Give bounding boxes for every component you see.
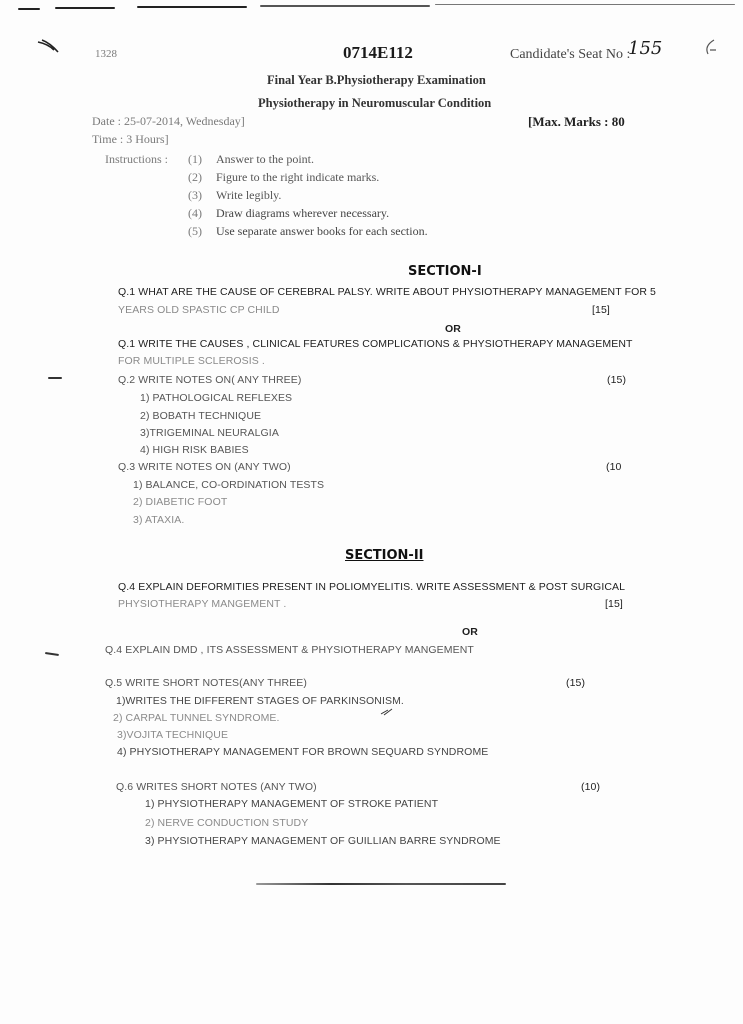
instruction-item: Write legibly.: [216, 188, 282, 202]
marks-q1a: [15]: [592, 304, 610, 316]
exam-date: Date : 25-07-2014, Wednesday]: [92, 114, 245, 128]
question-6: Q.6 WRITES SHORT NOTES (ANY TWO): [116, 781, 317, 793]
section-2-title: SECTION-II: [345, 548, 424, 563]
question-5-item: 2) CARPAL TUNNEL SYNDROME.: [113, 712, 280, 724]
or-divider: OR: [445, 323, 461, 335]
instructions-label: Instructions :: [105, 152, 168, 166]
question-1b: Q.1 WRITE THE CAUSES , CLINICAL FEATURES COMPLICATIONS & PHYSIOTHERAPY MANAGEMENT: [118, 338, 633, 350]
question-3-item: 2) DIABETIC FOOT: [133, 496, 228, 508]
exam-title: Final Year B.Physiotherapy Examination: [267, 73, 486, 87]
question-5-item: 3)VOJITA TECHNIQUE: [117, 729, 229, 741]
question-2: Q.2 WRITE NOTES ON( ANY THREE): [118, 374, 302, 386]
marks-q2: (15): [607, 374, 627, 386]
section-1-title: SECTION-I: [408, 264, 482, 279]
question-5: Q.5 WRITE SHORT NOTES(ANY THREE): [105, 677, 307, 689]
question-2-item: 3)TRIGEMINAL NEURALGIA: [140, 427, 279, 439]
question-text: Q.1 WHAT ARE THE CAUSE OF CEREBRAL PALSY. WRITE ABOUT PHYSIOTHERAPY MANAGEMENT FOR 5: [118, 286, 656, 298]
question-1a-cont: YEARS OLD SPASTIC CP CHILD: [118, 304, 280, 316]
question-4a: Q.4 EXPLAIN DEFORMITIES PRESENT IN POLIOMYELITIS. WRITE ASSESSMENT & POST SURGICAL: [118, 581, 626, 593]
marks-q3: (10: [606, 461, 622, 473]
question-5-item: 4) PHYSIOTHERAPY MANAGEMENT FOR BROWN SEQUARD SYNDROME: [117, 746, 489, 758]
instruction-item: Figure to the right indicate marks.: [216, 170, 380, 184]
question-3-item: 3) ATAXIA.: [133, 514, 185, 526]
end-rule: [256, 883, 506, 885]
pen-mark-tick: [36, 38, 66, 63]
question-3: Q.3 WRITE NOTES ON (ANY TWO): [118, 461, 291, 473]
seat-label: Candidate's Seat No :: [510, 47, 631, 62]
instruction-item: Draw diagrams wherever necessary.: [216, 206, 390, 220]
max-marks: [Max. Marks : 80: [528, 114, 625, 129]
exam-duration: Time : 3 Hours]: [92, 132, 169, 146]
subject-title: Physiotherapy in Neuromuscular Condition: [258, 96, 492, 110]
paper-ref: 1328: [95, 48, 117, 60]
instruction-number: (2): [188, 170, 202, 184]
margin-mark: [45, 652, 59, 655]
marks-q4a: [15]: [605, 598, 623, 610]
question-6-item: 2) NERVE CONDUCTION STUDY: [145, 817, 309, 829]
question-1b-cont: FOR MULTIPLE SCLEROSIS .: [118, 355, 265, 367]
or-divider: OR: [462, 626, 478, 638]
question-1a: [118, 286, 656, 298]
paper-code: 0714E112: [343, 43, 413, 62]
question-6-item: 3) PHYSIOTHERAPY MANAGEMENT OF GUILLIAN BARRE SYNDROME: [145, 835, 501, 847]
page-number-mark: [702, 38, 722, 63]
instruction-number: (4): [188, 206, 202, 220]
marks-q5: (15): [566, 677, 586, 689]
question-4b: Q.4 EXPLAIN DMD , ITS ASSESSMENT & PHYSIOTHERAPY MANGEMENT: [105, 644, 474, 656]
question-5-item: 1)WRITES THE DIFFERENT STAGES OF PARKINSONISM.: [116, 695, 404, 707]
question-2-item: 2) BOBATH TECHNIQUE: [140, 410, 262, 422]
margin-mark: [48, 377, 62, 379]
question-6-item: 1) PHYSIOTHERAPY MANAGEMENT OF STROKE PATIENT: [145, 798, 439, 810]
question-2-item: 1) PATHOLOGICAL REFLEXES: [140, 392, 293, 404]
instruction-number: (3): [188, 188, 202, 202]
marks-q6: (10): [581, 781, 601, 793]
instruction-item: Answer to the point.: [216, 152, 314, 166]
instruction-item: Use separate answer books for each section.: [216, 224, 428, 238]
question-2-item: 4) HIGH RISK BABIES: [140, 444, 249, 456]
pen-mark-tick: [380, 704, 396, 722]
question-3-item: 1) BALANCE, CO-ORDINATION TESTS: [133, 479, 325, 491]
instruction-number: (1): [188, 152, 202, 166]
instruction-number: (5): [188, 224, 202, 238]
seat-number-handwritten[interactable]: 155: [628, 38, 663, 59]
question-4a-cont: PHYSIOTHERAPY MANGEMENT .: [118, 598, 287, 610]
